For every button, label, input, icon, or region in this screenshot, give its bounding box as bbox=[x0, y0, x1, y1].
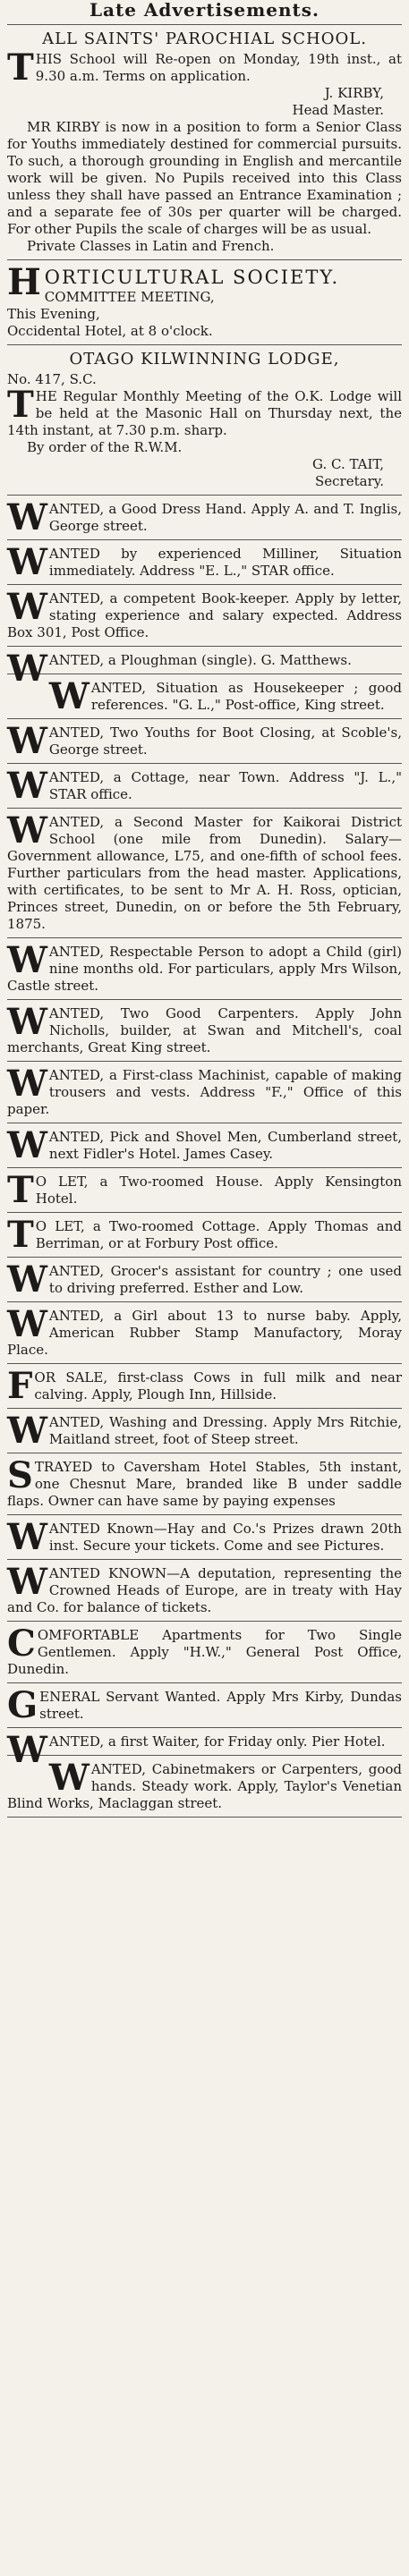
ad-body: ANTED, a First-class Machinist, capable of making trousers and vests. Address "F.," Office of this paper. bbox=[7, 1067, 402, 1117]
ad-body: ANTED, a Ploughman (single). G. Matthews. bbox=[48, 652, 352, 668]
drop-cap: W bbox=[48, 675, 89, 717]
ad-classified bbox=[7, 1000, 402, 1062]
ad-body: ANTED, Situation as Housekeeper ; good references. "G. L.," Post-office, King street. bbox=[90, 680, 402, 713]
drop-cap: W bbox=[7, 1729, 47, 1771]
drop-cap: S bbox=[7, 1454, 33, 1496]
ad-body: OR SALE, first-class Cows in full milk and near calving. Apply, Plough Inn, Hillside. bbox=[34, 1369, 402, 1402]
ad-classified bbox=[7, 1364, 402, 1409]
ad-classified bbox=[7, 1560, 402, 1622]
drop-cap: W bbox=[7, 648, 47, 690]
ad-body: ENERAL Servant Wanted. Apply Mrs Kirby, Dundas street. bbox=[39, 1689, 402, 1722]
drop-cap: F bbox=[7, 1365, 33, 1407]
drop-cap: W bbox=[48, 1757, 89, 1799]
ad-body: ANTED, a Girl about 13 to nurse baby. Apply, American Rubber Stamp Manufactory, Moray Place. bbox=[7, 1308, 402, 1358]
ad-classified bbox=[7, 1622, 402, 1683]
ad-line: COMMITTEE MEETING, bbox=[44, 289, 215, 305]
ad-signer: J. KIRBY, bbox=[324, 85, 384, 101]
drop-cap: H bbox=[7, 261, 43, 303]
ad-body: O LET, a Two-roomed House. Apply Kensington Hotel. bbox=[35, 1174, 402, 1207]
ad-horticultural bbox=[7, 260, 402, 345]
drop-cap: W bbox=[7, 1410, 47, 1452]
drop-cap: W bbox=[7, 1124, 47, 1166]
ad-line: Occidental Hotel, at 8 o'clock. bbox=[7, 323, 213, 339]
ad-body: ANTED, a Second Master for Kaikorai District School (one mile from Dunedin). Salary—Government allowance, L75, and one-fifth of school fees. Further particulars from the head master. Applications, with certificates, to be sent to Mr A. H. Ross, optician, Princes street, Dunedin, on or before the 5th February, 1875. bbox=[7, 814, 402, 932]
ad-subheading: No. 417, S.C. bbox=[7, 371, 97, 387]
ad-classified bbox=[7, 1728, 402, 1771]
drop-cap: T bbox=[7, 47, 34, 89]
drop-cap: W bbox=[7, 1258, 47, 1301]
drop-cap: W bbox=[7, 586, 47, 628]
ad-body: ANTED KNOWN—A deputation, representing the Crowned Heads of Europe, are in treaty with Hay and Co. for balance of tickets. bbox=[7, 1565, 402, 1615]
ad-body: ANTED by experienced Milliner, Situation immediately. Address "E. L.," STAR office. bbox=[48, 546, 402, 579]
ad-heading: OTAGO KILWINNING LODGE, bbox=[69, 350, 340, 369]
drop-cap: W bbox=[7, 1063, 47, 1105]
ad-role: Head Master. bbox=[292, 102, 384, 118]
drop-cap: W bbox=[7, 1516, 47, 1558]
drop-cap: T bbox=[7, 384, 34, 426]
drop-cap: W bbox=[7, 809, 47, 852]
ad-classified bbox=[7, 1213, 402, 1258]
ad-heading: ALL SAINTS' PAROCHIAL SCHOOL. bbox=[42, 30, 367, 48]
drop-cap: W bbox=[7, 765, 47, 807]
ad-body: ANTED, Pick and Shovel Men, Cumberland street, next Fidler's Hotel. James Casey. bbox=[48, 1129, 402, 1162]
ad-heading: ORTICULTURAL SOCIETY. bbox=[44, 267, 340, 288]
drop-cap: T bbox=[7, 1169, 34, 1211]
ad-classified bbox=[7, 1683, 402, 1728]
ad-body: ANTED, a competent Book-keeper. Apply by letter, stating experience and salary expected. Address Box 301, Post Office. bbox=[7, 590, 402, 640]
ad-body: HE Regular Monthly Meeting of the O.K. Lodge will be held at the Masonic Hall on Thursday next, the 14th instant, at 7.30 p.m. sharp. bbox=[7, 388, 402, 438]
ad-role: Secretary. bbox=[315, 473, 384, 489]
drop-cap: W bbox=[7, 939, 47, 981]
ad-signer: G. C. TAIT, bbox=[312, 456, 384, 472]
ad-classified bbox=[7, 719, 402, 764]
ad-body-extra: MR KIRBY is now in a position to form a Senior Class for Youths immediately destined for commercial pursuits. To such, a thorough grounding in English and mercantile work will be given. No Pupils received into this Class unless they shall have passed an Entrance Examination ; and a separate fee of 30s per quarter will be charged. For other Pupils the scale of charges will be as usual. bbox=[7, 119, 402, 237]
ad-body: TRAYED to Caversham Hotel Stables, 5th instant, one Chesnut Mare, branded like B under saddle flaps. Owner can have same by paying expenses bbox=[7, 1459, 402, 1509]
ad-classified bbox=[7, 540, 402, 585]
ad-body-extra2: Private Classes in Latin and French. bbox=[27, 238, 275, 254]
ad-body: ANTED, Grocer's assistant for country ; one used to driving preferred. Esther and Low. bbox=[48, 1263, 402, 1296]
ad-classified bbox=[7, 647, 402, 690]
drop-cap: W bbox=[7, 1001, 47, 1043]
ad-classified bbox=[7, 1409, 402, 1453]
drop-cap: W bbox=[7, 720, 47, 762]
ad-classified bbox=[7, 1453, 402, 1515]
ad-classified bbox=[7, 1062, 402, 1123]
ad-classified bbox=[7, 1756, 402, 1818]
ad-classified bbox=[7, 1258, 402, 1302]
page-title: Late Advertisements. bbox=[7, 0, 402, 25]
ad-classified bbox=[7, 585, 402, 647]
drop-cap: W bbox=[7, 541, 47, 583]
ad-body: ANTED, a first Waiter, for Friday only. Pier Hotel. bbox=[48, 1733, 386, 1750]
ad-order: By order of the R.W.M. bbox=[27, 439, 183, 455]
ad-classified bbox=[7, 1515, 402, 1560]
ad-classified bbox=[7, 1168, 402, 1213]
ad-classified bbox=[7, 1302, 402, 1364]
ad-body: ANTED, a Good Dress Hand. Apply A. and T. Inglis, George street. bbox=[48, 501, 402, 534]
ad-classified bbox=[7, 938, 402, 1000]
ad-body: ANTED Known—Hay and Co.'s Prizes drawn 20th inst. Secure your tickets. Come and see Pictures. bbox=[48, 1521, 402, 1554]
ad-body: ANTED, Two Youths for Boot Closing, at Scoble's, George street. bbox=[48, 724, 402, 758]
drop-cap: W bbox=[7, 1303, 47, 1345]
ad-classified bbox=[7, 1123, 402, 1168]
ad-classified bbox=[7, 496, 402, 540]
ad-body: ANTED, Cabinetmakers or Carpenters, good hands. Steady work. Apply, Taylor's Venetian Blind Works, Maclaggan street. bbox=[7, 1761, 402, 1811]
ad-classified bbox=[7, 764, 402, 809]
ad-body: O LET, a Two-roomed Cottage. Apply Thomas and Berriman, or at Forbury Post office. bbox=[35, 1218, 402, 1251]
drop-cap: G bbox=[7, 1684, 38, 1726]
ad-body: ANTED, a Cottage, near Town. Address "J. L.," STAR office. bbox=[48, 769, 402, 802]
ad-classified bbox=[7, 674, 402, 719]
ad-body: ANTED, Two Good Carpenters. Apply John Nicholls, builder, at Swan and Mitchell's, coal merchants, Great King street. bbox=[7, 1005, 402, 1055]
drop-cap: C bbox=[7, 1623, 36, 1665]
ad-classified bbox=[7, 809, 402, 938]
ad-body: ANTED, Washing and Dressing. Apply Mrs Ritchie, Maitland street, foot of Steep street. bbox=[48, 1414, 402, 1447]
drop-cap: W bbox=[7, 1561, 47, 1603]
drop-cap: W bbox=[7, 496, 47, 538]
ad-body: ANTED, Respectable Person to adopt a Child (girl) nine months old. For particulars, apply Mrs Wilson, Castle street. bbox=[7, 944, 402, 994]
ad-body: OMFORTABLE Apartments for Two Single Gentlemen. Apply "H.W.," General Post Office, Dunedin. bbox=[7, 1627, 402, 1677]
ad-lodge bbox=[7, 345, 402, 496]
drop-cap: T bbox=[7, 1214, 34, 1256]
ad-line: This Evening, bbox=[7, 306, 100, 322]
ad-school bbox=[7, 25, 402, 260]
ad-body: HIS School will Re-open on Monday, 19th inst., at 9.30 a.m. Terms on application. bbox=[35, 51, 402, 84]
